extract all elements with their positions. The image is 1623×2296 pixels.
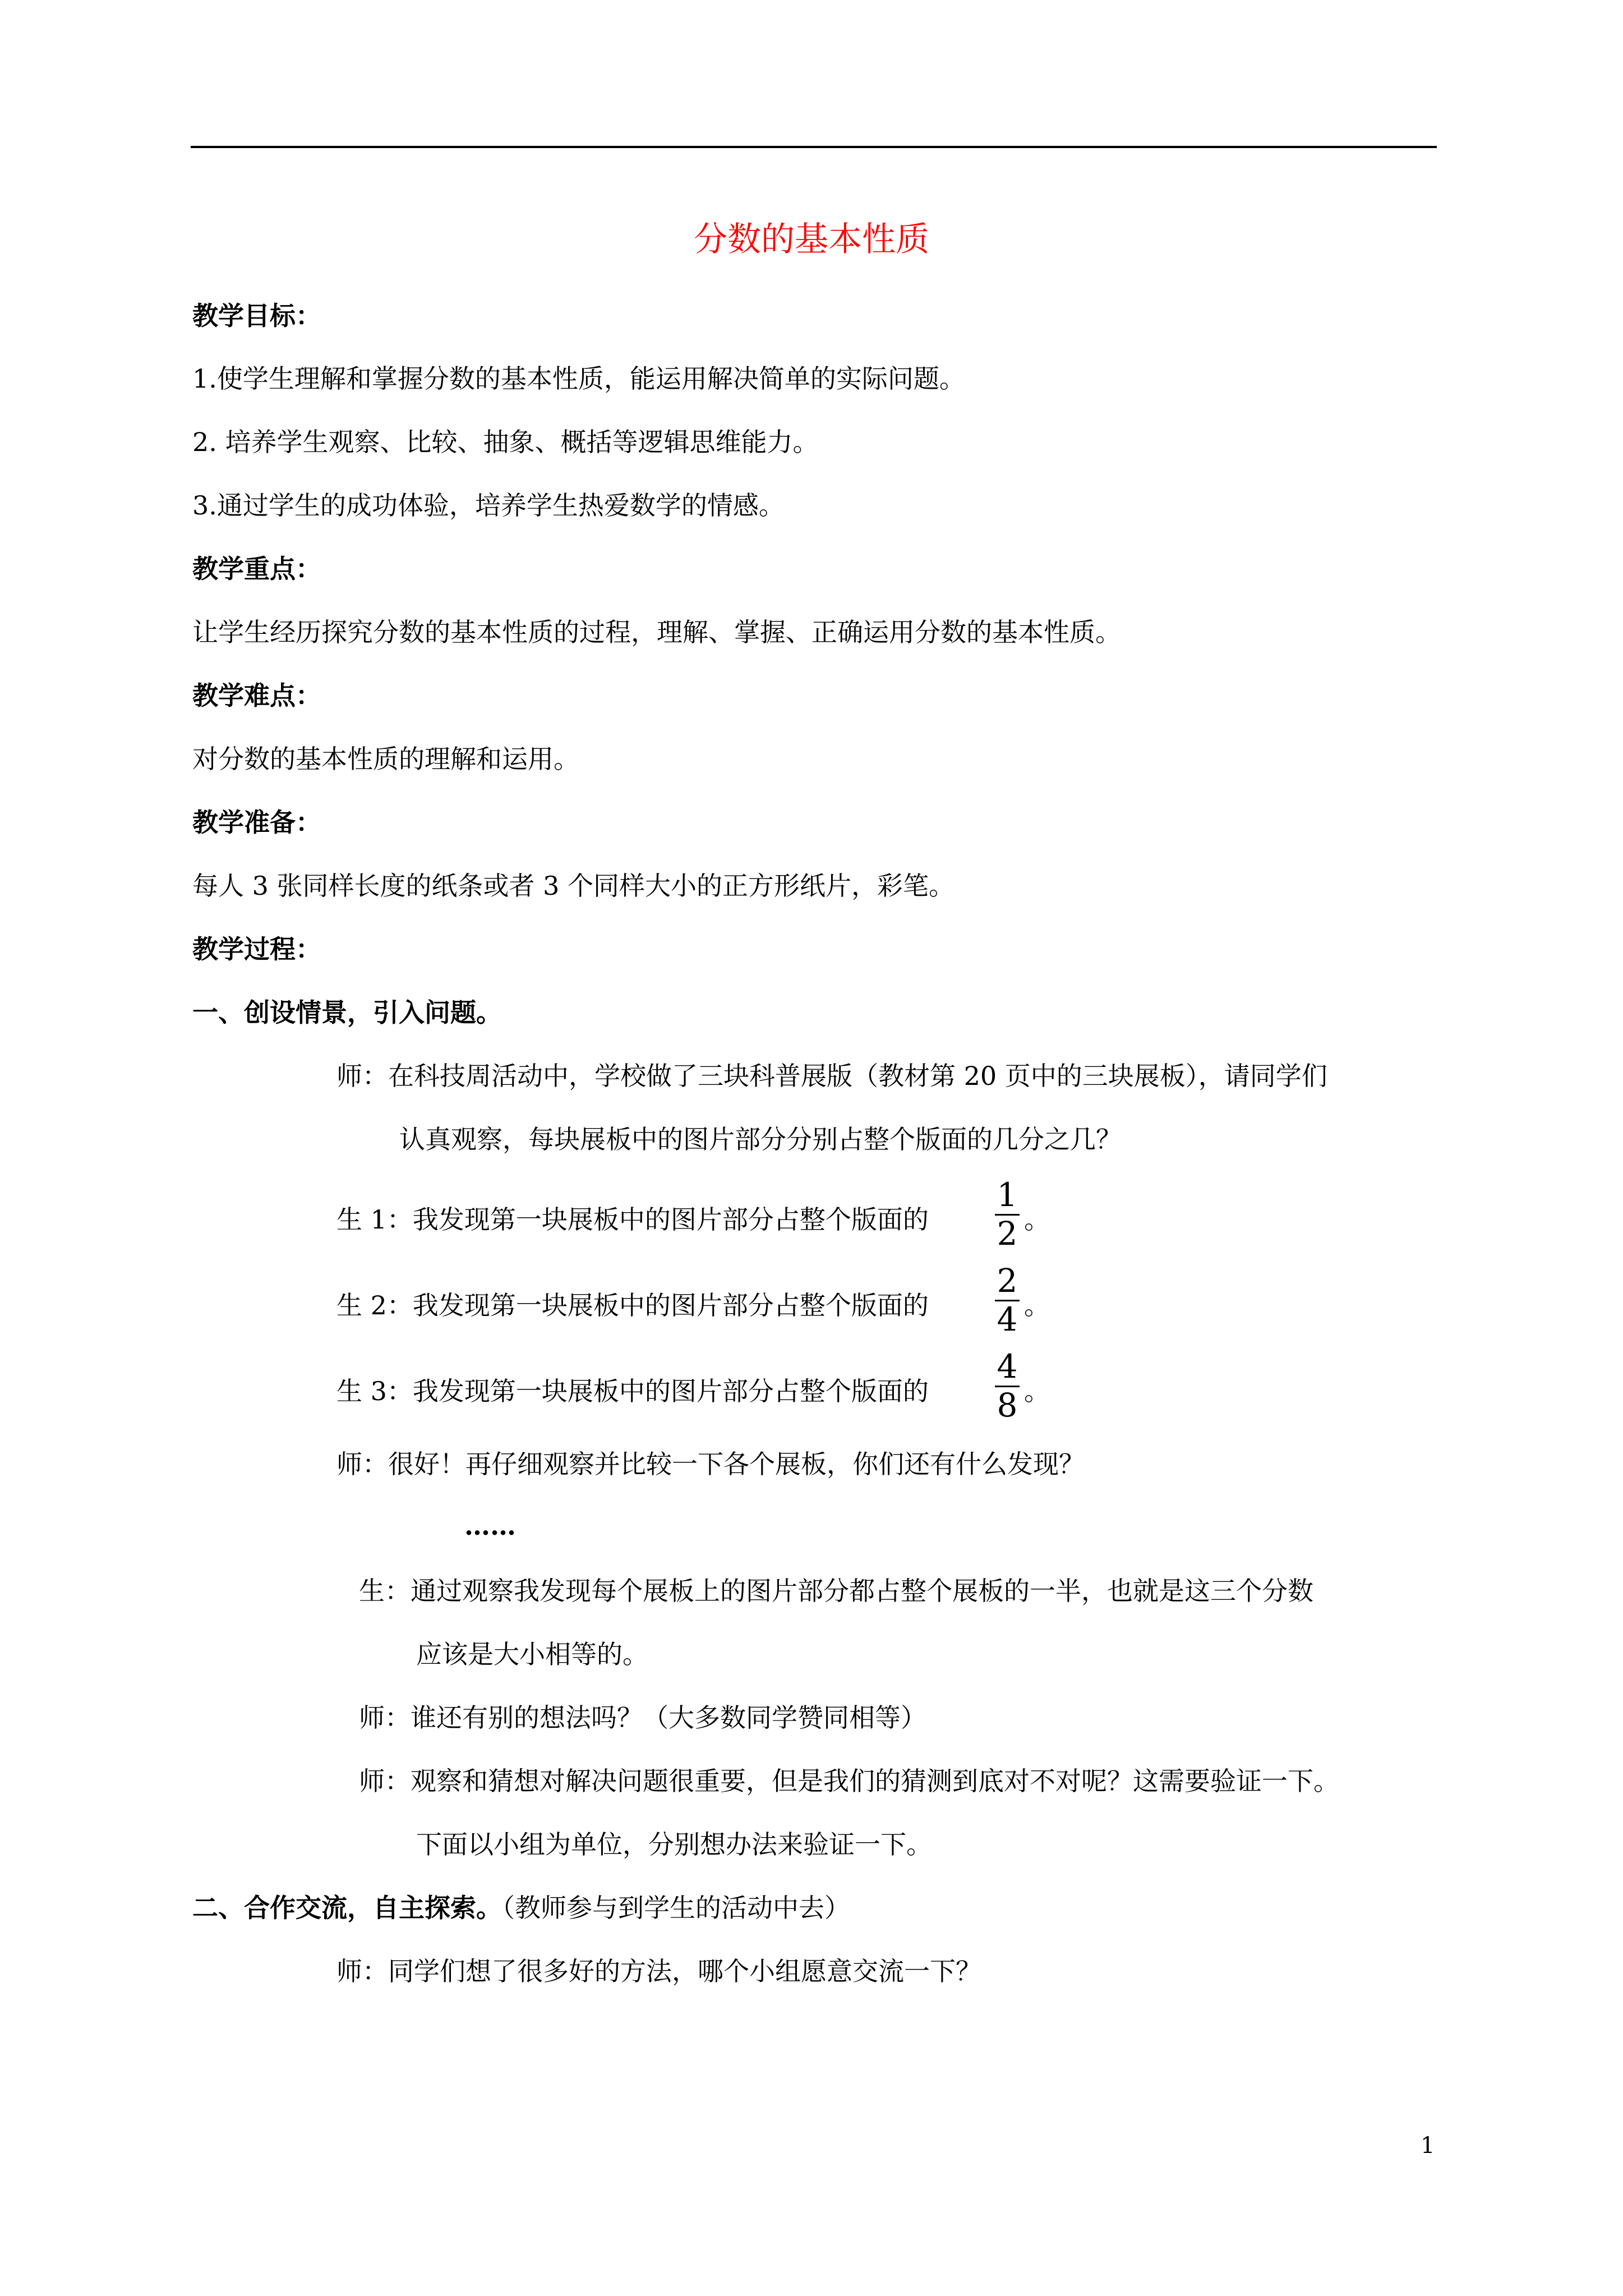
process-label: 教学过程： xyxy=(192,934,321,964)
teacher-line-2: 师：很好！再仔细观察并比较一下各个展板，你们还有什么发现？ xyxy=(336,1449,1085,1479)
document-title: 分数的基本性质 xyxy=(694,220,929,259)
goal-3: 3.通过学生的成功体验，培养学生热爱数学的情感。 xyxy=(192,490,785,521)
ellipsis: …… xyxy=(464,1511,516,1541)
part2-heading-note: （教师参与到学生的活动中去） xyxy=(502,1893,850,1923)
period-3: 。 xyxy=(1024,1376,1050,1406)
page-number: 1 xyxy=(1421,2133,1435,2159)
key-text: 让学生经历探究分数的基本性质的过程，理解、掌握、正确运用分数的基本性质。 xyxy=(192,617,1121,647)
part2-heading-line xyxy=(192,1891,850,1925)
fraction-numerator: 4 xyxy=(997,1347,1018,1386)
fraction-1-2 xyxy=(992,1177,1023,1253)
part1-heading: 一、创设情景，引入问题。 xyxy=(192,997,502,1028)
fraction-numerator: 2 xyxy=(997,1262,1018,1300)
teacher-line-1b: 认真观察，每块展板中的图片部分分别占整个版面的几分之几？ xyxy=(399,1124,1122,1154)
fraction-4-8 xyxy=(992,1349,1023,1424)
student-3-line: 生 3：我发现第一块展板中的图片部分占整个版面的 xyxy=(336,1376,929,1406)
key-label: 教学重点： xyxy=(192,554,321,584)
teacher-line-1a: 师：在科技周活动中，学校做了三块科普展版（教材第 20 页中的三块展板），请同学们 xyxy=(336,1061,1327,1091)
goal-1: 1.使学生理解和掌握分数的基本性质，能运用解决简单的实际问题。 xyxy=(192,364,965,394)
teacher-line-4a: 师：观察和猜想对解决问题很重要，但是我们的猜测到底对不对呢？这需要验证一下。 xyxy=(359,1766,1339,1796)
teacher-line-3: 师：谁还有别的想法吗？（大多数同学赞同相等） xyxy=(359,1703,926,1733)
difficulty-text: 对分数的基本性质的理解和运用。 xyxy=(192,744,579,774)
fraction-denominator: 4 xyxy=(997,1300,1018,1338)
period-2: 。 xyxy=(1024,1290,1050,1320)
goals-label: 教学目标： xyxy=(192,301,321,331)
fraction-denominator: 8 xyxy=(997,1386,1018,1424)
fraction-2-4 xyxy=(992,1263,1023,1338)
student-2-line: 生 2：我发现第一块展板中的图片部分占整个版面的 xyxy=(336,1290,929,1320)
prep-label: 教学准备： xyxy=(192,807,321,838)
period-1: 。 xyxy=(1024,1204,1050,1235)
student-4-line-b: 应该是大小相等的。 xyxy=(416,1639,648,1669)
prep-text: 每人 3 张同样长度的纸条或者 3 个同样大小的正方形纸片，彩笔。 xyxy=(192,871,955,901)
difficulty-label: 教学难点： xyxy=(192,680,321,711)
fraction-denominator: 2 xyxy=(997,1214,1018,1253)
header-rule xyxy=(191,146,1437,148)
teacher-line-4b: 下面以小组为单位，分别想办法来验证一下。 xyxy=(416,1829,932,1860)
fraction-numerator: 1 xyxy=(997,1176,1018,1214)
goal-2: 2. 培养学生观察、比较、抽象、概括等逻辑思维能力。 xyxy=(192,427,819,457)
student-1-line: 生 1：我发现第一块展板中的图片部分占整个版面的 xyxy=(336,1204,929,1235)
part2-heading: 二、合作交流，自主探索。 xyxy=(192,1893,502,1923)
teacher-line-5: 师：同学们想了很多好的方法，哪个小组愿意交流一下？ xyxy=(336,1956,981,1986)
student-4-line-a: 生：通过观察我发现每个展板上的图片部分都占整个展板的一半，也就是这三个分数 xyxy=(359,1576,1313,1606)
